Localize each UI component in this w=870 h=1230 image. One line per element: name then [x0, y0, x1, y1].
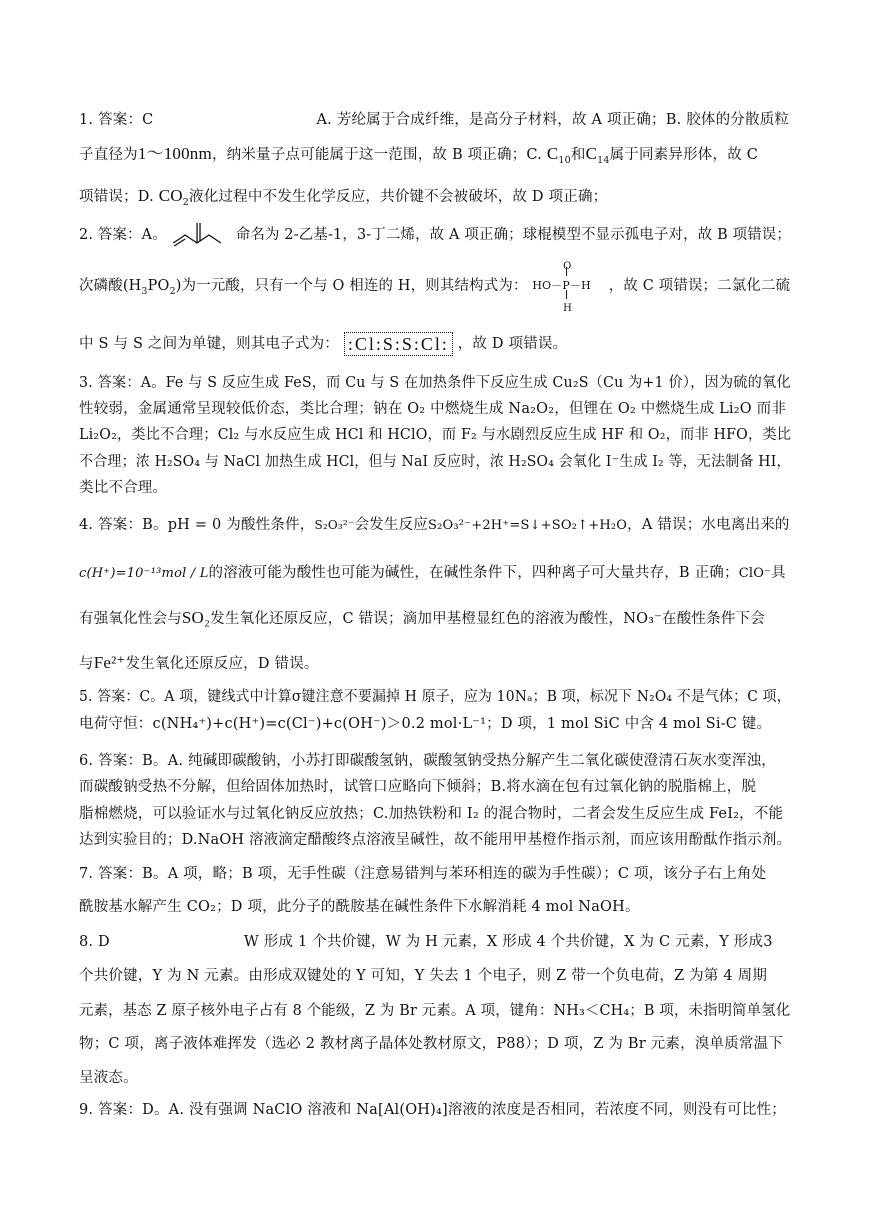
q5-line-2: 电荷守恒：c(NH₄⁺)+c(H⁺)=c(Cl⁻)+c(OH⁻)＞0.2 mol·L⁻¹；D 项，1 mol SiC 中含 4 mol Si-C 键。	[79, 716, 772, 732]
skeletal-formula-icon	[172, 221, 232, 249]
q3-line-1: 3. 答案：A。Fe 与 S 反应生成 FeS，而 Cu 与 S 在加热条件下反应生成 Cu₂S（Cu 为+1 价），因为硫的氧化	[79, 375, 791, 391]
q8-line-5: 呈液态。	[79, 1070, 138, 1086]
q4-line-2: c(H⁺)=10⁻¹³mol / L的溶液可能为酸性也可能为碱性，在碱性条件下，四种离子可大量共存，B 正确；ClO⁻具	[79, 565, 786, 581]
q3-line-3: Li₂O₂，类比不合理；Cl₂ 与水反应生成 HCl 和 HClO，而 F₂ 与水剧烈反应生成 HF 和 O₂，而非 HFO，类比	[79, 427, 792, 443]
q1-line-2: 子直径为1～100nm，纳米量子点可能属于这一范围，故 B 项正确；C. $C_{10}$和$C_{14}$属于同素异形体，故 C	[79, 144, 759, 166]
q3-line-5: 类比不合理。	[79, 480, 168, 496]
q8-line-4: 物；C 项，离子液体难挥发（选必 2 教材离子晶体处教材原文，P88）；D 项，Z 为 Br 元素，溴单质常温下	[79, 1036, 784, 1052]
q4-line-4: 与Fe²⁺发生氧化还原反应，D 错误。	[79, 653, 319, 672]
q6-line-3: 脂棉燃烧，可以验证水与过氧化钠反应放热；C.加热铁粉和 I₂ 的混合物时，二者会发生反应生成 FeI₂，不能	[79, 806, 784, 822]
q7-line-1: 7. 答案：B。A 项，略；B 项，无手性碳（注意易错判与苯环相连的碳为手性碳）；C 项，该分子右上角处	[79, 866, 767, 882]
q7-line-2: 酰胺基水解产生 CO₂；D 项，此分子的酰胺基在碱性条件下水解消耗 4 mol NaOH。	[79, 899, 640, 915]
q6-line-2: 而碳酸钠受热不分解，但给固体加热时，试管口应略向下倾斜；B.将水滴在包有过氧化钠的脱脂棉上，脱	[79, 779, 757, 795]
q1-line-3: 项错误；D. $CO_2$液化过程中不发生化学反应，共价键不会被破坏，故 D 项正确；	[79, 186, 608, 208]
q8-line-1: 8. D W 形成 1 个共价键，W 为 H 元素，X 形成 4 个共价键，X 为 C 元素，Y 形成3	[79, 934, 773, 950]
q1-answer-label: 1. 答案：C	[79, 112, 154, 128]
electron-dot-formula: :Cl:S:S:Cl:	[344, 332, 453, 356]
q2-line-1: 2. 答案：A。 命名为 2-乙基-1，3-丁二烯，故 A 项正确；球棍模型不显示孤电子对，故 B 项错误；	[79, 221, 785, 249]
q6-line-4: 达到实验目的；D.NaOH 溶液滴定醋酸终点溶液呈碱性，故不能用甲基橙作指示剂，而应该用酚酞作指示剂。	[79, 832, 792, 848]
q5-line-1: 5. 答案：C。A 项，键线式中计算σ键注意不要漏掉 H 原子，应为 10Nₐ；B 项，标况下 N₂O₄ 不是气体；C 项，	[79, 689, 791, 705]
q2-line-2: 次磷酸$(H_3PO_2)$为一元酸，只有一个与 O 相连的 H，则其结构式为： O HO－P－H H ，故 C 项错误；二氯化二硫	[79, 261, 791, 314]
q8-line-2: 个共价键，Y 为 N 元素。由形成双键处的 Y 可知，Y 失去 1 个电子，则 Z 带一个负电荷，Z 为第 4 周期	[79, 968, 768, 984]
q3-line-2: 性较弱，金属通常呈现较低价态，类比合理；钠在 O₂ 中燃烧生成 Na₂O₂，但锂在 O₂ 中燃烧生成 Li₂O 而非	[79, 401, 787, 417]
q4-line-3: 有强氧化性会与SO₂发生氧化还原反应，C 错误；滴加甲基橙显红色的溶液为酸性，NO₃⁻在酸性条件下会	[79, 608, 765, 627]
q8-line-3: 元素，基态 Z 原子核外电子占有 8 个能级，Z 为 Br 元素。A 项，键角：NH₃＜CH₄；B 项，未指明简单氢化	[79, 1003, 791, 1019]
q6-line-1: 6. 答案：B。A. 纯碱即碳酸钠，小苏打即碳酸氢钠，碳酸氢钠受热分解产生二氧化碳使澄清石灰水变浑浊，	[79, 753, 776, 769]
q2-line-3: 中 S 与 S 之间为单键，则其电子式为： :Cl:S:S:Cl: ，故 D 项错误。	[79, 334, 568, 354]
hypophosphorous-structure: O HO－P－H H	[532, 261, 591, 314]
q1-line-1: 1. 答案：C A. 芳纶属于合成纤维，是高分子材料，故 A 项正确；B. 胶体的分散质粒	[79, 112, 790, 128]
q4-line-1: 4. 答案：B。pH = 0 为酸性条件，S₂O₃²⁻会发生反应S₂O₃²⁻+2H⁺=S↓+SO₂↑+H₂O，A 错误；水电离出来的	[79, 517, 790, 533]
q9-line-1: 9. 答案：D。A. 没有强调 NaClO 溶液和 Na[Al(OH)₄]溶液的浓度是否相同，若浓度不同，则没有可比性；	[79, 1102, 786, 1118]
q3-line-4: 不合理；浓 H₂SO₄ 与 NaCl 加热生成 HCl，但与 NaI 反应时，浓 H₂SO₄ 会氧化 I⁻生成 I₂ 等，无法制备 HI，	[79, 454, 791, 470]
